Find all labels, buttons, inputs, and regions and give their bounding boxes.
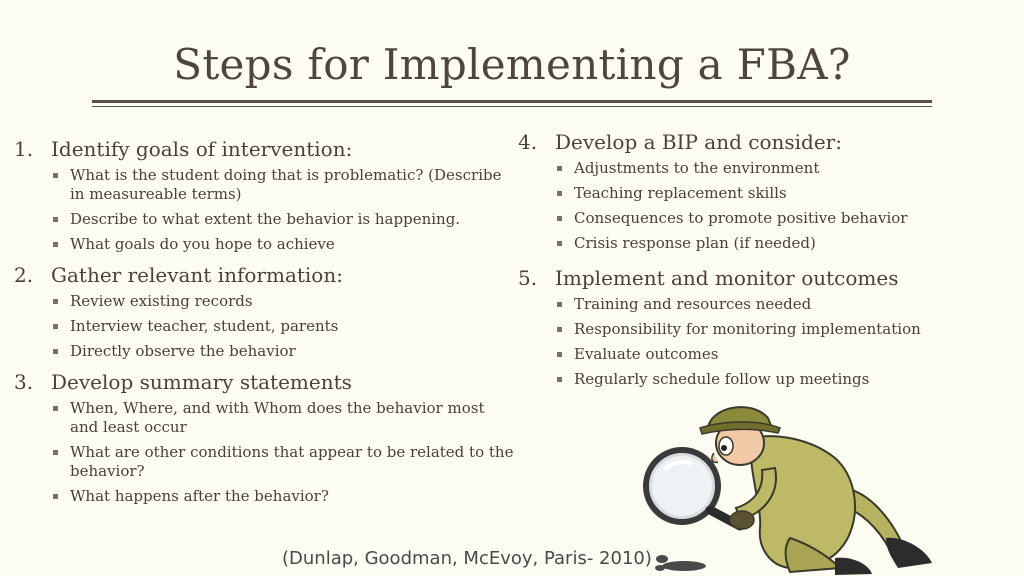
step-number: 5. <box>518 266 538 290</box>
step-title: Gather relevant information: <box>51 263 343 287</box>
bullet-list <box>14 292 514 361</box>
step-heading <box>518 265 938 291</box>
step-number: 1. <box>14 137 34 161</box>
bullet-list <box>14 166 514 254</box>
right-column <box>518 129 938 397</box>
citation: (Dunlap, Goodman, McEvoy, Paris- 2010) <box>282 548 652 569</box>
detective-with-magnifying-glass-icon <box>640 398 940 576</box>
step-4 <box>518 129 938 253</box>
bullet-list <box>14 399 514 506</box>
step-number: 3. <box>14 370 34 394</box>
bullet-item: Teaching replacement skills <box>557 184 938 203</box>
bullet-item: Interview teacher, student, parents <box>53 317 514 336</box>
bullet-list <box>518 159 938 253</box>
bullet-item: What goals do you hope to achieve <box>53 235 514 254</box>
step-title: Develop summary statements <box>51 370 352 394</box>
step-5 <box>518 265 938 389</box>
left-column <box>14 136 514 514</box>
step-heading <box>14 369 514 395</box>
step-3 <box>14 369 514 506</box>
step-heading <box>14 262 514 288</box>
step-heading <box>518 129 938 155</box>
step-title: Develop a BIP and consider: <box>555 130 842 154</box>
title-rule-thin <box>92 106 932 107</box>
step-number: 4. <box>518 130 538 154</box>
slide-title: Steps for Implementing a FBA? <box>173 40 851 89</box>
bullet-item: Directly observe the behavior <box>53 342 514 361</box>
step-number: 2. <box>14 263 34 287</box>
step-title: Implement and monitor outcomes <box>555 266 899 290</box>
step-2 <box>14 262 514 361</box>
step-heading <box>14 136 514 162</box>
step-title: Identify goals of intervention: <box>51 137 353 161</box>
bullet-item: Review existing records <box>53 292 514 311</box>
title-rule-thick <box>92 100 932 103</box>
bullet-item: Responsibility for monitoring implementation <box>557 320 938 339</box>
bullet-item: Consequences to promote positive behavior <box>557 209 938 228</box>
bullet-list <box>518 295 938 389</box>
bullet-item: Evaluate outcomes <box>557 345 938 364</box>
bullet-item: What happens after the behavior? <box>53 487 514 506</box>
bullet-item: When, Where, and with Whom does the behavior most and least occur <box>53 399 514 437</box>
bullet-item: What are other conditions that appear to be related to the behavior? <box>53 443 514 481</box>
bullet-item: Adjustments to the environment <box>557 159 938 178</box>
bullet-item: Crisis response plan (if needed) <box>557 234 938 253</box>
bullet-item: Describe to what extent the behavior is happening. <box>53 210 514 229</box>
step-1 <box>14 136 514 254</box>
bullet-item: Training and resources needed <box>557 295 938 314</box>
bullet-item: Regularly schedule follow up meetings <box>557 370 938 389</box>
bullet-item: What is the student doing that is problematic? (Describe in measureable terms) <box>53 166 514 204</box>
